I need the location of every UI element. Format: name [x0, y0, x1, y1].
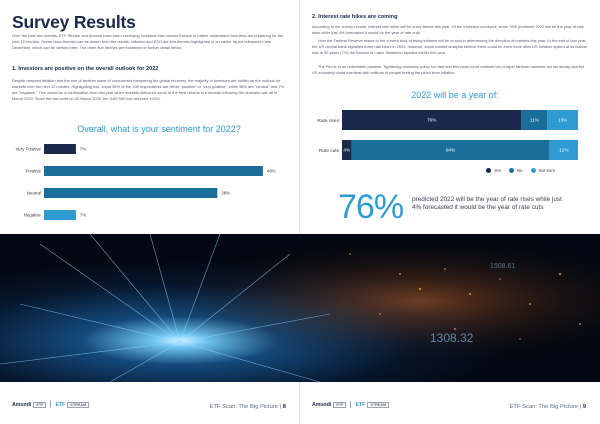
sentiment-value-label: 7%	[79, 146, 87, 152]
callout-text: predicted 2022 will be the year of rate rises while just 4% forecasted it would be the year of rate cuts	[412, 196, 562, 211]
left-page-number: 8	[282, 404, 286, 410]
sentiment-bar	[44, 210, 76, 220]
right-partner-name: ETF	[355, 401, 366, 408]
left-footer	[0, 392, 300, 424]
rates-segment-label: 84%	[445, 147, 456, 153]
left-brand-logo	[12, 401, 89, 408]
legend-swatch-no	[509, 168, 514, 173]
sentiment-category-label: Positive	[25, 168, 41, 174]
rates-segment-label: 12%	[559, 147, 569, 153]
right-page-number: 9	[582, 404, 586, 410]
sentiment-category-label: Very Positive	[15, 146, 41, 152]
section2-paragraph-2: How the Federal Reserve reacts to the current bout of rising inflation will be crucial in determining the direction of markets this year. At the end of last year, the US central bank signalled three rate hikes in 2022, however, some market analysts believe there could be even more after US inflation spiked at its fastest rate in 39 years (7%) the Bureau of Labor Statistics reported earlier this year.	[312, 38, 587, 55]
sentiment-value-label: 48%	[266, 168, 276, 174]
left-partner-box: STREAM	[67, 402, 89, 408]
section1-body: Despite rampant inflation and the rise of another wave of coronavirus hampering the global recovery, the majority of investors are bullish on the outlook for markets over the next 12 months. Highlighting this, some 55% of the 105 respondents are either "positive" or "very positive", while 38% are "neutral" and 7% are "negative". This would be a continuation from last year when markets delivered some of the best returns in a decade following the dramatic sell-off in March 2020. Since the low point on 20 March 2020, the S&P 500 has returned 102%.	[12, 78, 285, 101]
right-publication-name: ETF Scan: The Big Picture |	[509, 404, 583, 410]
sentiment-chart	[0, 138, 300, 230]
callout-number: 76%	[338, 188, 404, 226]
left-partner-name: ETF	[55, 401, 66, 408]
intro-paragraph: Over the past two months, ETF Stream and Amundi have been surveying investors from across Europe to further understand how they are preparing for the next 12 months. Seven clear themes can be drawn from the results. Inflation and ESG are two themes highlighted in an earlier report released in late December, which can be viewed here. The other five themes are examined in further detail below.	[12, 33, 284, 50]
city-lights-photo	[0, 234, 600, 382]
left-page-reference	[210, 404, 286, 410]
page-title: Survey Results	[12, 12, 136, 32]
section2-paragraph-1: According to the survey results, interest rate hikes will be a key theme this year. Of the investors surveyed, some 76% predicted 2022 will be the year of rate rises while just 4% forecasted it would be the year of rate cuts.	[312, 24, 584, 35]
right-footer	[300, 392, 600, 424]
sentiment-category-label: Neutral	[26, 190, 41, 196]
legend-label-yes: Yes	[494, 168, 501, 173]
section2-paragraph-3: The Fed is in an unenviable position. Tightening monetary policy too fast and this could send markets into a taper tantrum however act too slowly and the US economy could overheat with millions of people feeling the pinch from inflation.	[312, 64, 585, 75]
sentiment-value-label: 38%	[221, 190, 231, 196]
legend-label-not-sure: Not Sure	[538, 168, 556, 173]
sentiment-bar	[44, 144, 76, 154]
right-partner-box: STREAM	[367, 402, 389, 408]
sentiment-bar	[44, 166, 263, 176]
sentiment-value-label: 7%	[79, 212, 87, 218]
legend-item-not-sure	[531, 168, 556, 173]
sentiment-chart-title: Overall, what is your sentiment for 2022?	[77, 124, 241, 134]
rates-segment-label: 13%	[558, 117, 568, 123]
left-brand-sub: ETF	[33, 402, 46, 408]
right-brand-name: Amundi	[312, 401, 332, 408]
right-page-reference	[510, 404, 586, 410]
rates-category-label: Rate cuts	[318, 148, 339, 154]
rates-chart-legend	[486, 168, 562, 174]
legend-item-no	[509, 168, 522, 173]
right-brand-logo	[312, 401, 389, 408]
left-logo-divider	[50, 401, 51, 408]
right-brand-sub: ETF	[333, 402, 346, 408]
rates-segment-label: 76%	[427, 117, 437, 123]
legend-item-yes	[486, 168, 501, 173]
photo-overlay-number-2: 1508.61	[490, 263, 516, 270]
rates-segment-label: 4%	[343, 147, 351, 153]
rates-chart-title: 2022 will be a year of:	[411, 90, 499, 100]
rates-segment-label: 11%	[529, 117, 539, 123]
legend-swatch-not-sure	[531, 168, 536, 173]
left-brand-name: Amundi	[12, 401, 32, 408]
sentiment-category-label: Negative	[23, 212, 41, 218]
rates-category-label: Rate rises	[317, 118, 339, 124]
section2-heading: 2. Interest rate hikes are coming	[312, 14, 398, 20]
rates-chart	[310, 108, 595, 166]
sentiment-bar	[44, 188, 217, 198]
photo-overlay-number-1: 1308.32	[430, 331, 474, 345]
legend-swatch-yes	[486, 168, 491, 173]
left-publication-name: ETF Scan: The Big Picture |	[209, 404, 283, 410]
section1-heading: 1. Investors are positive on the overall outlook for 2022	[12, 66, 159, 72]
right-logo-divider	[350, 401, 351, 408]
legend-label-no: No	[517, 168, 523, 173]
